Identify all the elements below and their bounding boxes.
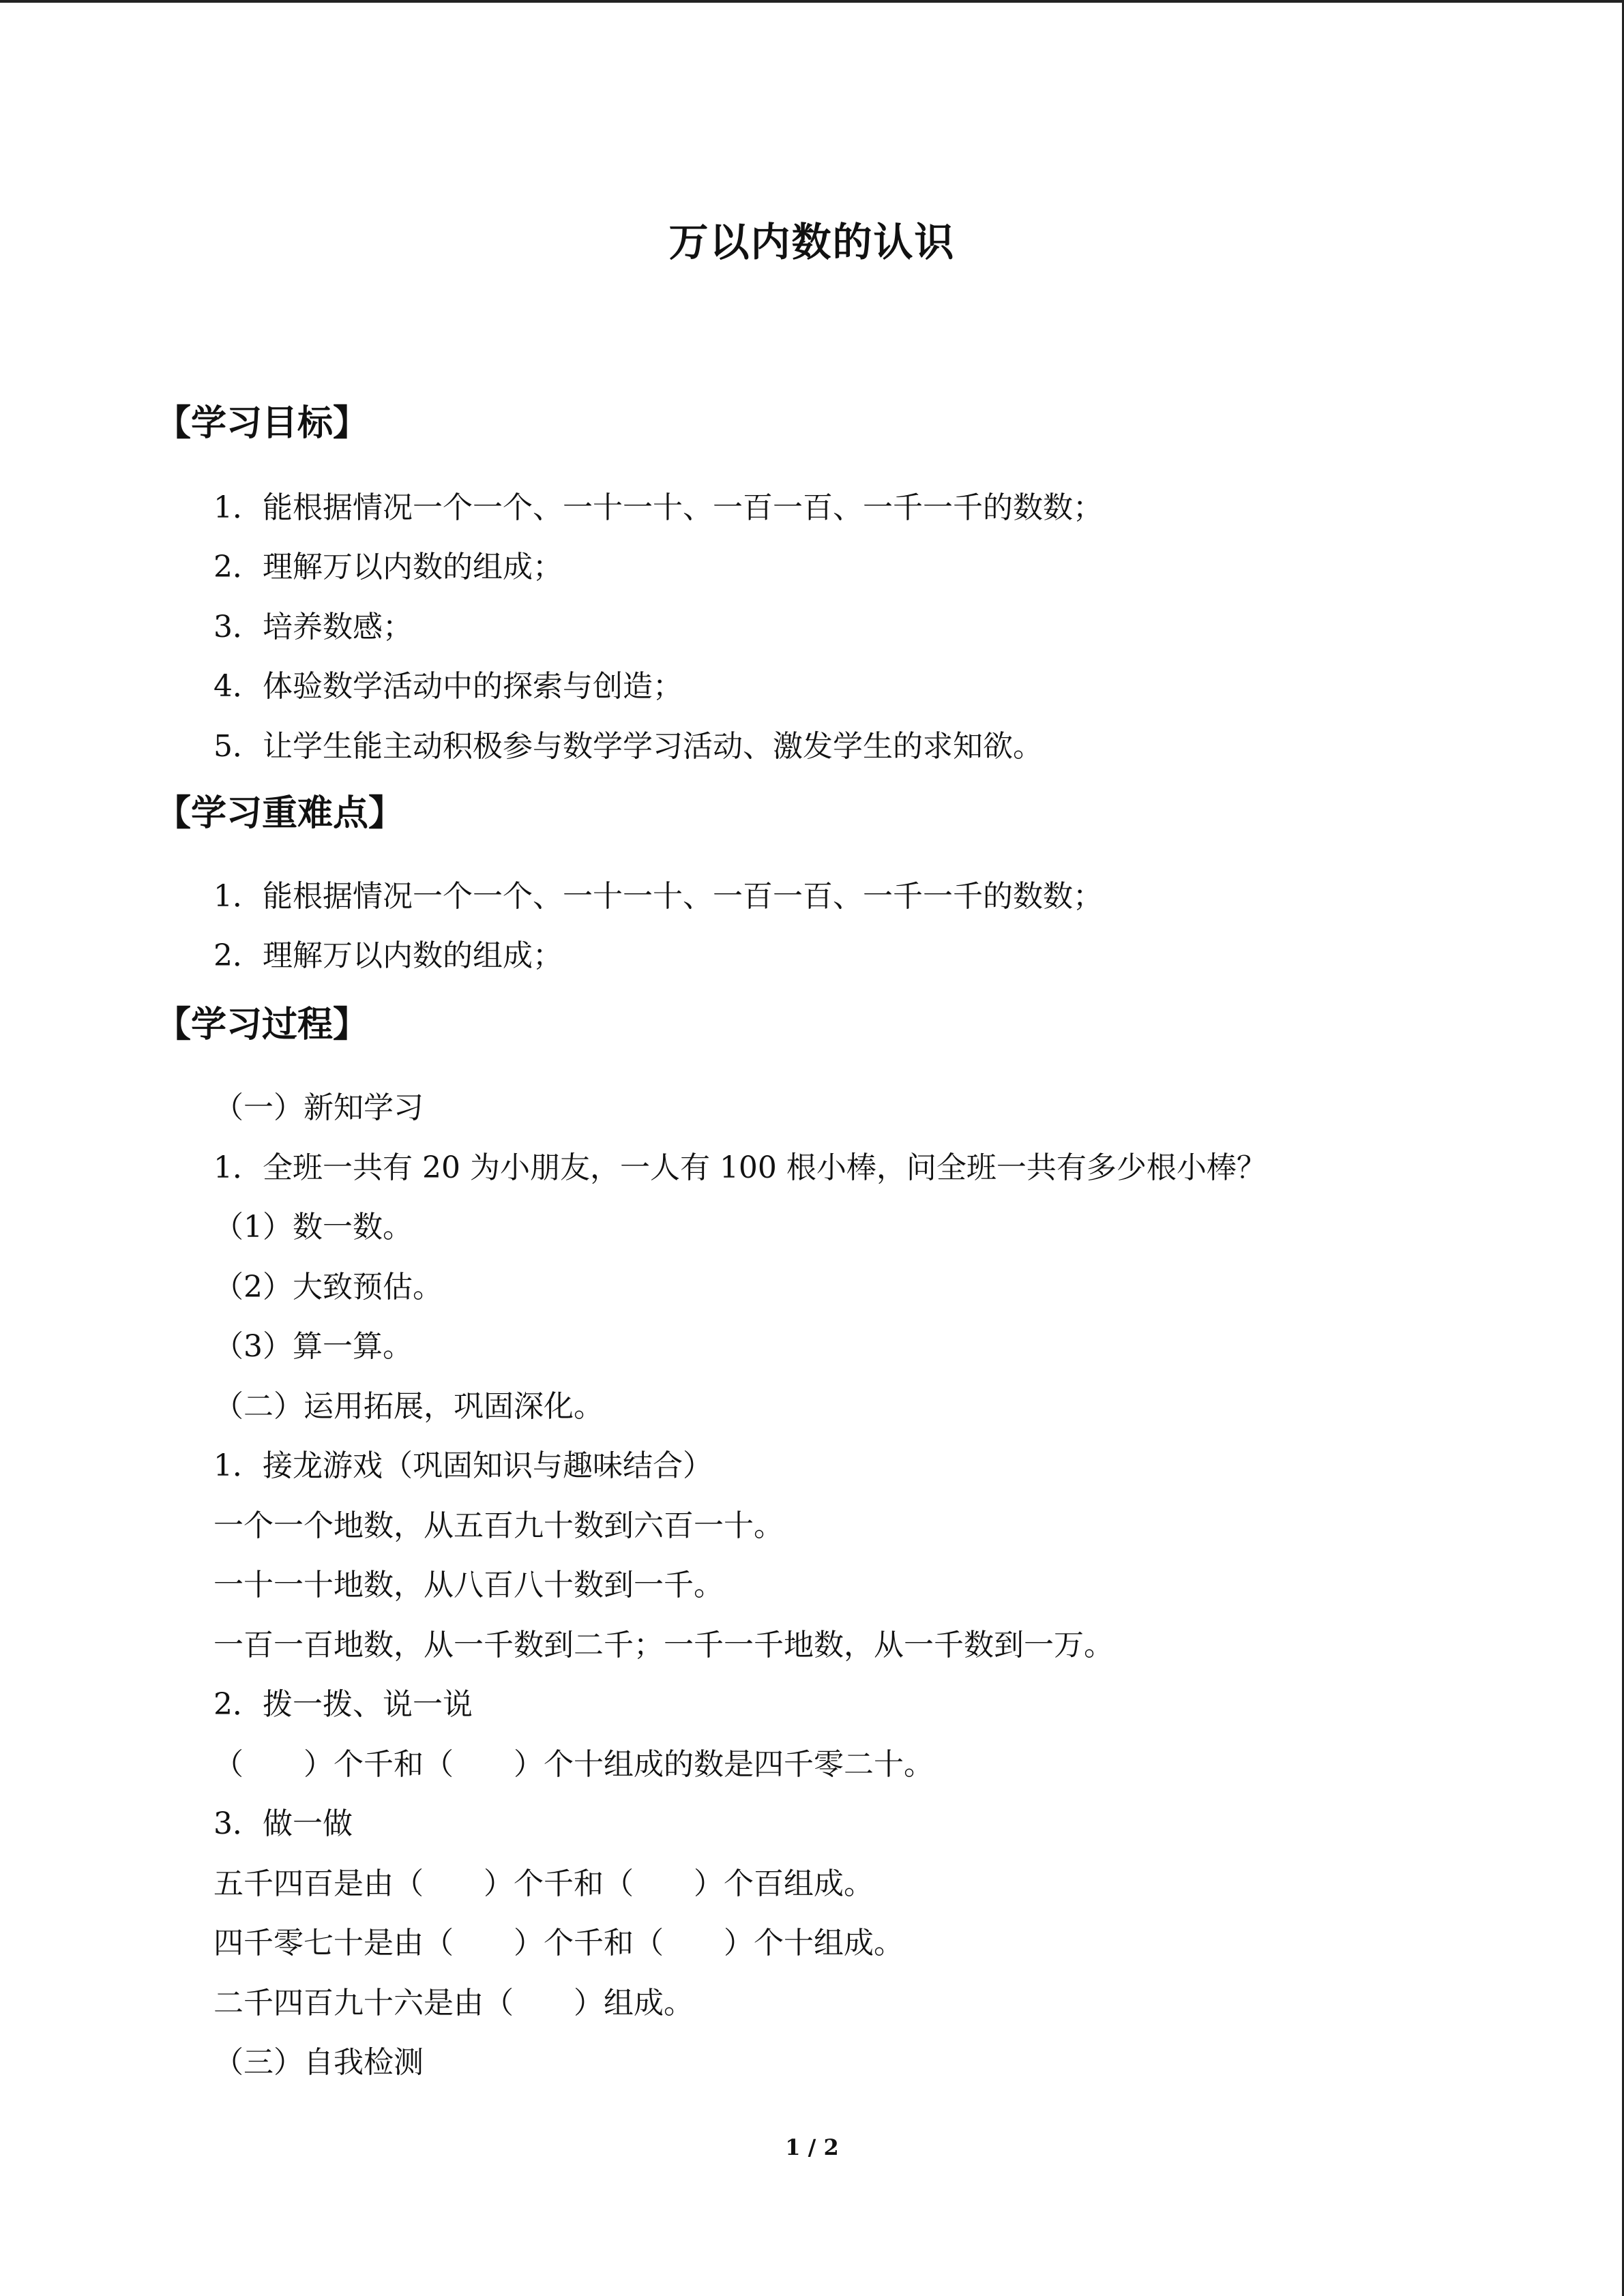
process-line: （二）运用拓展，巩固深化。 <box>213 1389 604 1424</box>
process-line: （三）自我检测 <box>213 2045 424 2080</box>
page-number: 1 / 2 <box>785 2134 839 2160</box>
section-heading-process: 【学习过程】 <box>156 1004 369 1045</box>
process-line: 一个一个地数，从五百九十数到六百一十。 <box>213 1508 784 1543</box>
objective-item: 4．体验数学活动中的探索与创造； <box>213 669 683 704</box>
key-point-item: 1．能根据情况一个一个、一十一十、一百一百、一千一千的数数； <box>213 879 1103 914</box>
process-line: 3．做一做 <box>213 1806 353 1841</box>
process-line: （1）数一数。 <box>213 1210 413 1244</box>
process-line: （ ）个千和（ ）个十组成的数是四千零二十。 <box>213 1747 934 1782</box>
key-point-item: 2．理解万以内数的组成； <box>213 938 563 973</box>
objective-item: 5．让学生能主动积极参与数学学习活动、激发学生的求知欲。 <box>213 729 1043 764</box>
process-line: 二千四百九十六是由（ ）组成。 <box>213 1986 694 2021</box>
process-line: 1．全班一共有 20 为小朋友，一人有 100 根小棒，问全班一共有多少根小棒？ <box>213 1150 1267 1185</box>
process-line: 2．拨一拨、说一说 <box>213 1687 473 1722</box>
document-title: 万以内数的认识 <box>668 219 956 265</box>
process-line: 一百一百地数，从一千数到二千；一千一千地数，从一千数到一万。 <box>213 1628 1114 1663</box>
page-top-border <box>0 0 1624 3</box>
section-heading-objectives: 【学习目标】 <box>156 402 369 444</box>
process-line: 四千零七十是由（ ）个千和（ ）个十组成。 <box>213 1926 904 1960</box>
process-line: 1．接龙游戏（巩固知识与趣味结合） <box>213 1448 713 1483</box>
process-line: （一）新知学习 <box>213 1090 424 1125</box>
process-line: （2）大致预估。 <box>213 1270 443 1304</box>
process-line: 五千四百是由（ ）个千和（ ）个百组成。 <box>213 1866 874 1901</box>
objective-item: 1．能根据情况一个一个、一十一十、一百一百、一千一千的数数； <box>213 490 1103 525</box>
objective-item: 2．理解万以内数的组成； <box>213 550 563 584</box>
section-heading-key-points: 【学习重难点】 <box>156 792 404 834</box>
process-line: 一十一十地数，从八百八十数到一千。 <box>213 1568 724 1602</box>
objective-item: 3．培养数感； <box>213 610 413 644</box>
process-line: （3）算一算。 <box>213 1329 413 1364</box>
